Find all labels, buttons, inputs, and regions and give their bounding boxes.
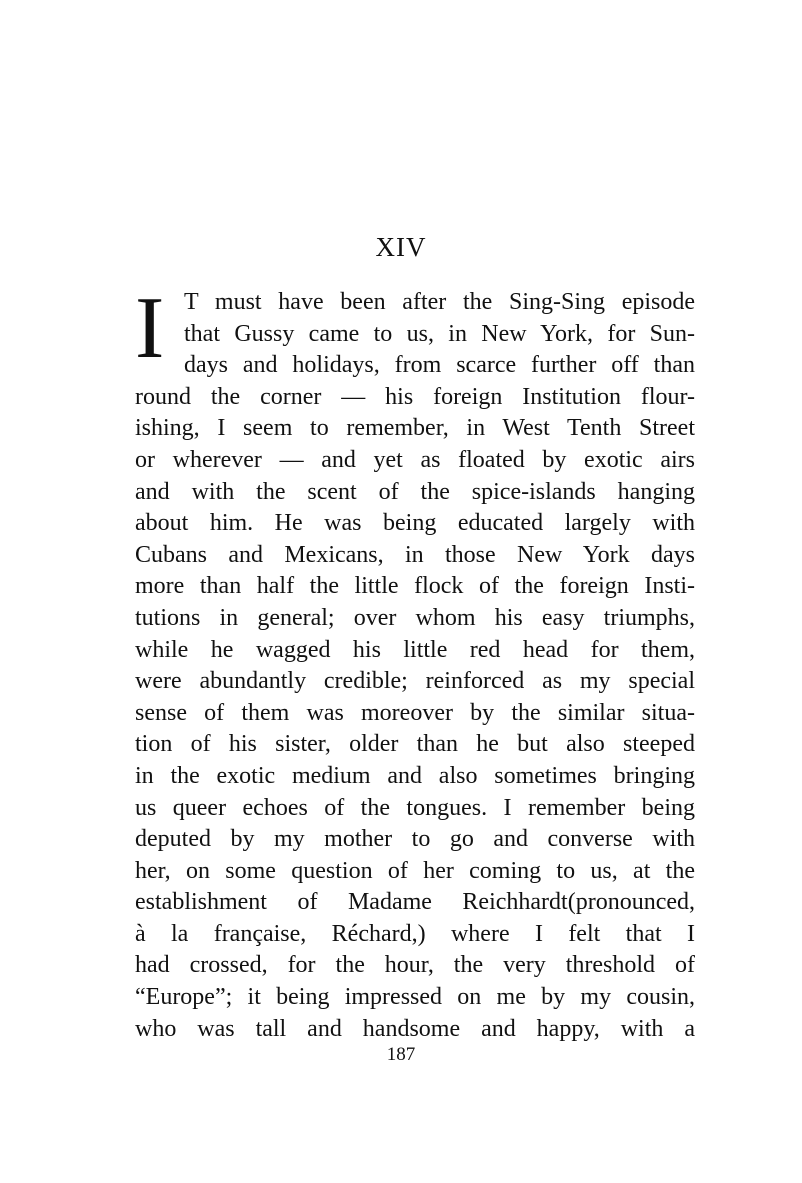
text-line: were abundantly credible; reinforced as my special	[135, 668, 695, 695]
page-number: 187	[386, 1044, 416, 1065]
chapter-heading: XIV	[375, 232, 427, 262]
text-line: had crossed, for the hour, the very threshold of	[135, 952, 695, 979]
body-text	[135, 280, 695, 1045]
text-line: T must have been after the Sing-Sing episode	[184, 289, 695, 315]
text-line: establishment of Madame Reichhardt(pronounced,	[135, 889, 695, 916]
text-line: deputed by my mother to go and converse with	[135, 826, 695, 853]
text-line: “Europe”; it being impressed on me by my cousin,	[135, 984, 695, 1011]
text-line: that Gussy came to us, in New York, for Sun-	[184, 320, 695, 347]
text-line: ishing, I seem to remember, in West Tenth Street	[135, 415, 695, 442]
text-line: who was tall and handsome and happy, with a	[135, 1015, 695, 1042]
text-line: in the exotic medium and also sometimes bringing	[135, 762, 695, 789]
text-line: sense of them was moreover by the similar situa-	[135, 699, 695, 726]
text-line: us queer echoes of the tongues. I remember being	[135, 794, 695, 821]
text-line: and with the scent of the spice-islands hanging	[135, 478, 695, 505]
text-line: about him. He was being educated largely with	[135, 510, 695, 537]
text-line: while he wagged his little red head for them,	[135, 636, 695, 663]
text-line: tion of his sister, older than he but also steeped	[135, 731, 695, 758]
text-line: à la française, Réchard,) where I felt that I	[135, 920, 695, 947]
text-line: round the corner — his foreign Institution flour-	[135, 383, 695, 410]
text-line: Cubans and Mexicans, in those New York days	[135, 541, 695, 568]
text-line: days and holidays, from scarce further off than	[184, 352, 695, 379]
text-line: tutions in general; over whom his easy triumphs,	[135, 604, 695, 631]
text-line: or wherever — and yet as floated by exotic airs	[135, 446, 695, 473]
text-line: more than half the little flock of the foreign Insti-	[135, 573, 695, 600]
text-line: her, on some question of her coming to us, at the	[135, 857, 695, 884]
drop-cap: I	[135, 280, 165, 377]
